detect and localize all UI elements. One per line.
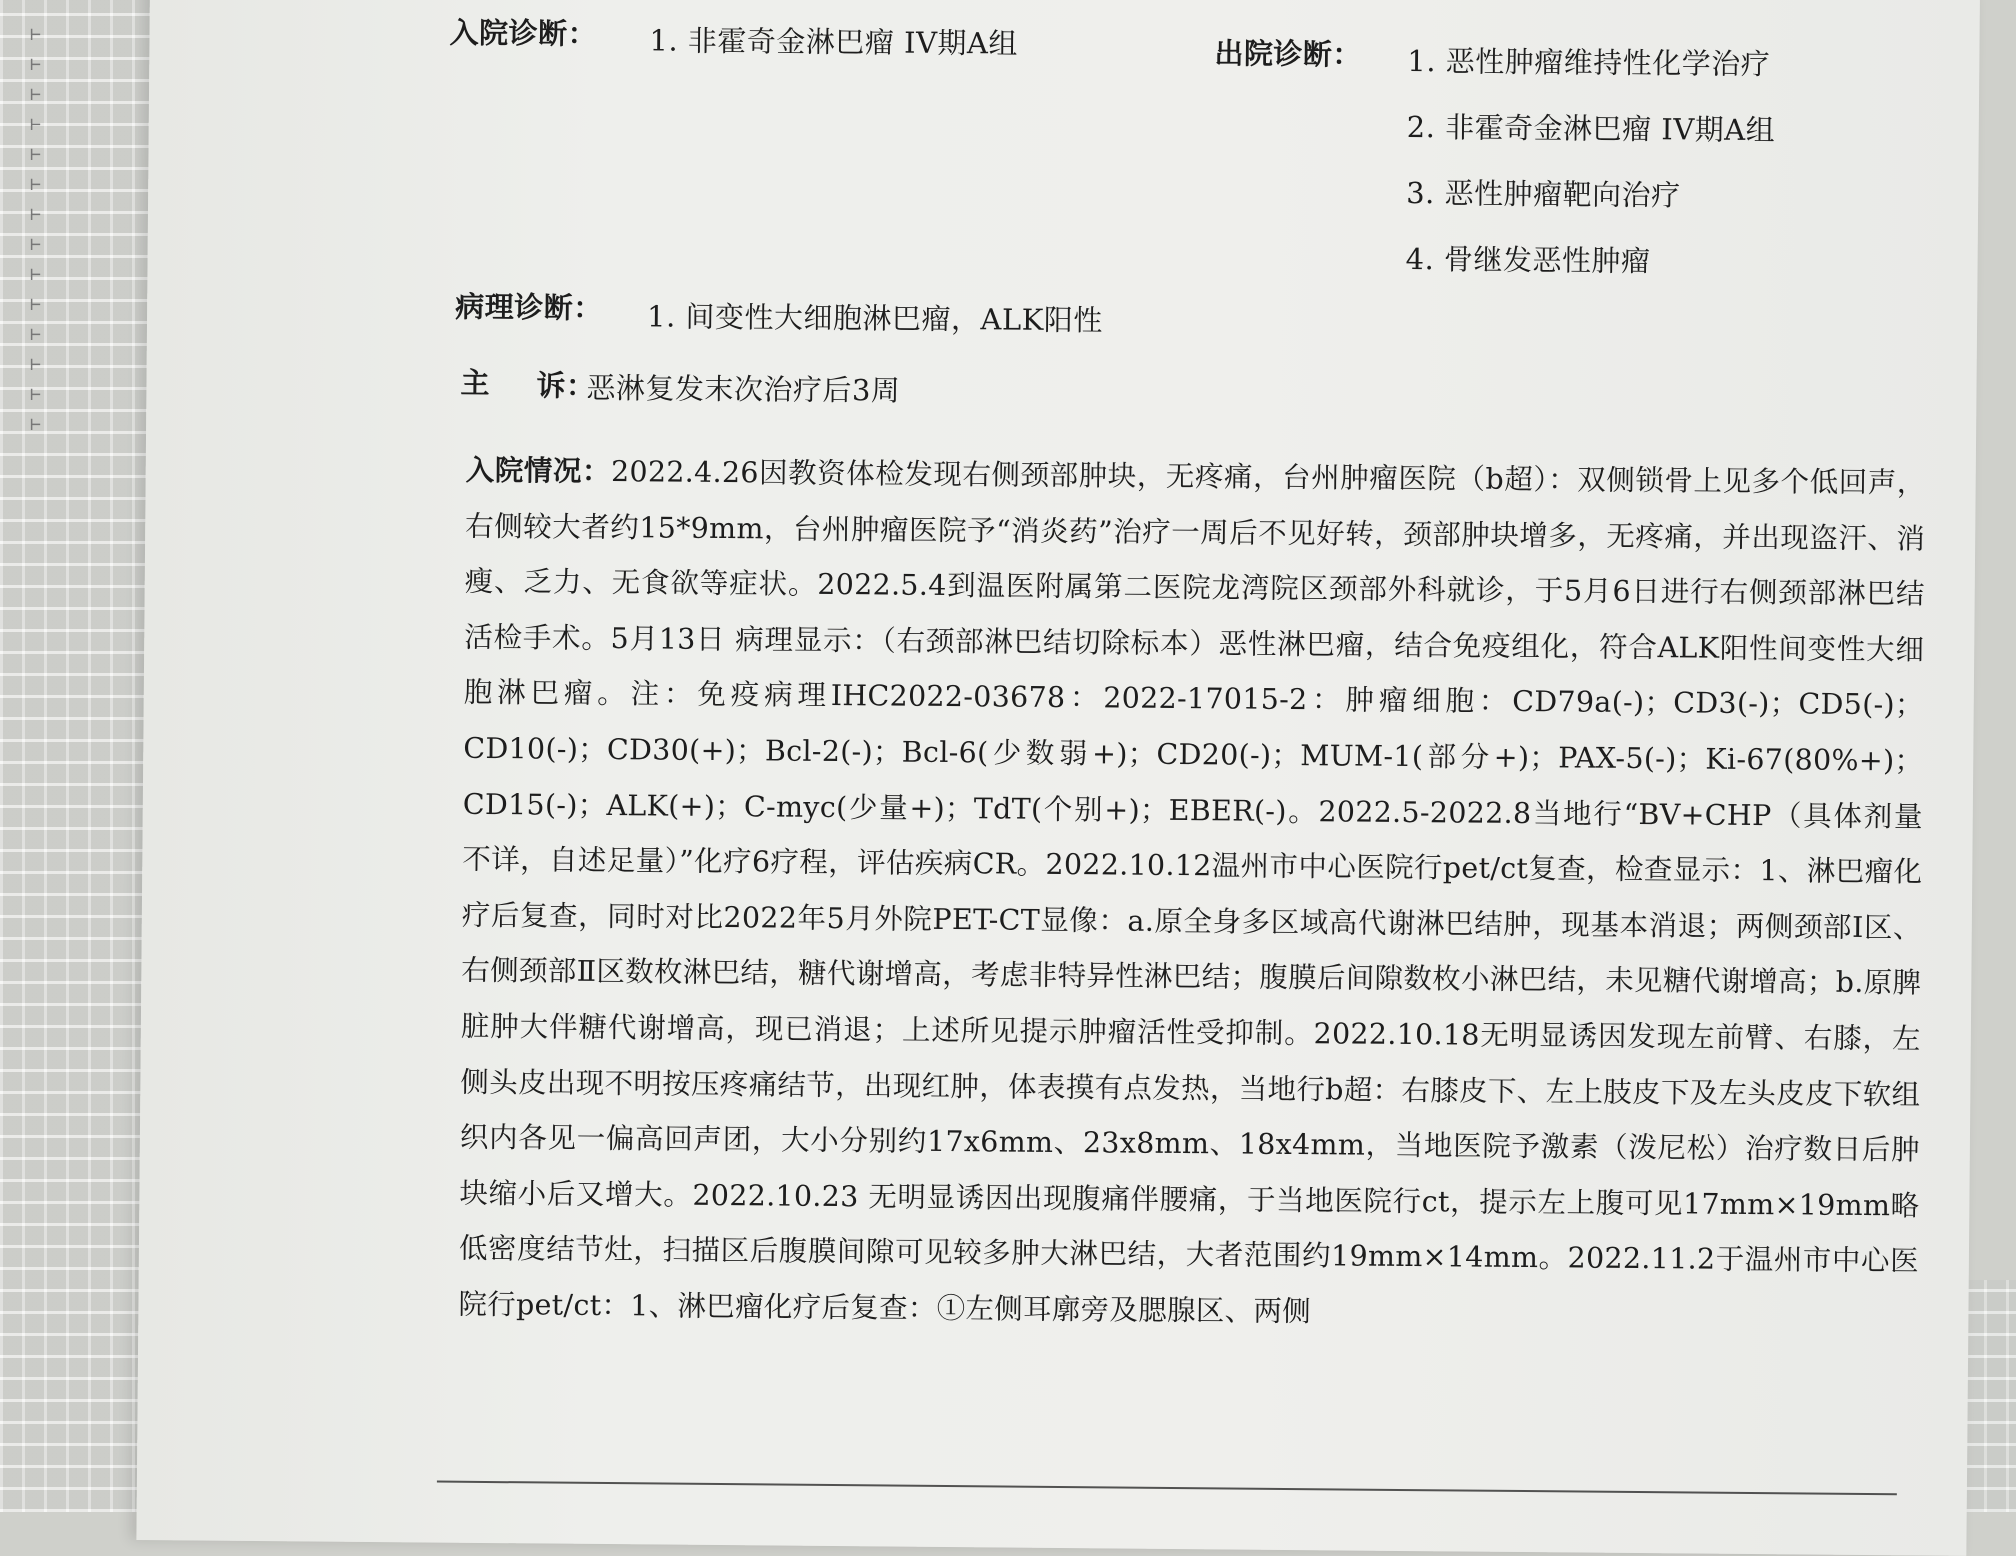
discharge-diagnosis-item-4: 4. 骨继发恶性肿瘤 [1405,241,1651,279]
admission-diagnosis-label: 入院诊断： [449,15,598,51]
pathology-diagnosis-label: 病理诊断： [455,289,603,325]
medical-record [449,3,1950,1329]
admission-status-label: 入院情况： [465,452,612,489]
bottom-rule [437,1481,1897,1496]
admission-status-text: 2022.4.26因教资体检发现右侧颈部肿块，无疼痛，台州肿瘤医院（b超）：双侧锁骨上见多个低回声，右侧较大者约15*9mm，台州肿瘤医院予“消炎药”治疗一周后不见好转，颈部肿块增多，无疼痛，并出现盗汗、消瘦、乏力、无食欲等症状。2022.5.4到温医附属第二医院龙湾院区颈部外科就诊，于5月6日进行右侧颈部淋巴结活检手术。5月13日 病理显示：（右颈部淋巴结切除标本）恶性淋巴瘤，结合免疫组化，符合ALK阳性间变性大细胞淋巴瘤。注：免疫病理IHC2022-03678：2022-17015-2：肿瘤细胞：CD79a(-)；CD3(-)；CD5(-)；CD10(-)；CD30(+)；Bcl-2(-)；Bcl-6(少数弱+)；CD20(-)；MUM-1(部分+)；PAX-5(-)；Ki-67(80%+)；CD15(-)；ALK(+)；C-myc(少量+)；TdT(个别+)；EBER(-)。2022.5-2022.8当地行“BV+CHP（具体剂量不详，自述足量）”化疗6疗程，评估疾病CR。2022.10.12温州市中心医院行pet/ct复查，检查显示：1、淋巴瘤化疗后复查，同时对比2022年5月外院PET-CT显像：a.原全身多区域高代谢淋巴结肿，现基本消退；两侧颈部Ⅰ区、右侧颈部Ⅱ区数枚淋巴结，糖代谢增高，考虑非特异性淋巴结；腹膜后间隙数枚小淋巴结，未见糖代谢增高；b.原脾脏肿大伴糖代谢增高，现已消退；上述所见提示肿瘤活性受抑制。2022.10.18无明显诱因发现左前臂、右膝，左侧头皮出现不明按压疼痛结节，出现红肿，体表摸有点发热，当地行b超：右膝皮下、左上肢皮下及左头皮皮下软组织内各见一偏高回声团，大小分别约17x6mm、23x8mm、18x4mm，当地医院予激素（泼尼松）治疗数日后肿块缩小后又增大。2022.10.23 无明显诱因出现腹痛伴腰痛，于当地医院行ct，提示左上腹可见17mm×19mm略低密度结节灶，扫描区后腹膜间隙可见较多肿大淋巴结，大者范围约19mm×14mm。2022.11.2于温州市中心医院行pet/ct：1、淋巴瘤化疗后复查：①左侧耳廓旁及腮腺区、两侧 [458,455,1926,1329]
pathology-diagnosis-item: 1. 间变性大细胞淋巴瘤，ALK阳性 [646,299,1103,338]
complaint-label-part2: 诉： [536,368,596,403]
discharge-diagnosis-label: 出院诊断： [1214,36,1363,72]
sleeve-tick-marks: ⊢ ⊢ ⊢ ⊢ ⊢ ⊢ ⊢ ⊢ ⊢ ⊢ ⊢ ⊢ ⊢ ⊢ [30,24,41,435]
complaint-label-part1: 主 [460,365,491,400]
admission-status-paragraph [458,443,1926,1345]
discharge-diagnosis-item-1: 1. 恶性肿瘤维持性化学治疗 [1407,43,1771,82]
discharge-diagnosis-item-3: 3. 恶性肿瘤靶向治疗 [1406,175,1681,213]
document-page [136,0,1980,1556]
admission-diagnosis-item: 1. 非霍奇金淋巴瘤 IV期A组 [649,23,1019,61]
discharge-diagnosis-item-2: 2. 非霍奇金淋巴瘤 IV期A组 [1406,109,1776,148]
complaint-text: 恶淋复发末次治疗后3周 [586,370,901,408]
